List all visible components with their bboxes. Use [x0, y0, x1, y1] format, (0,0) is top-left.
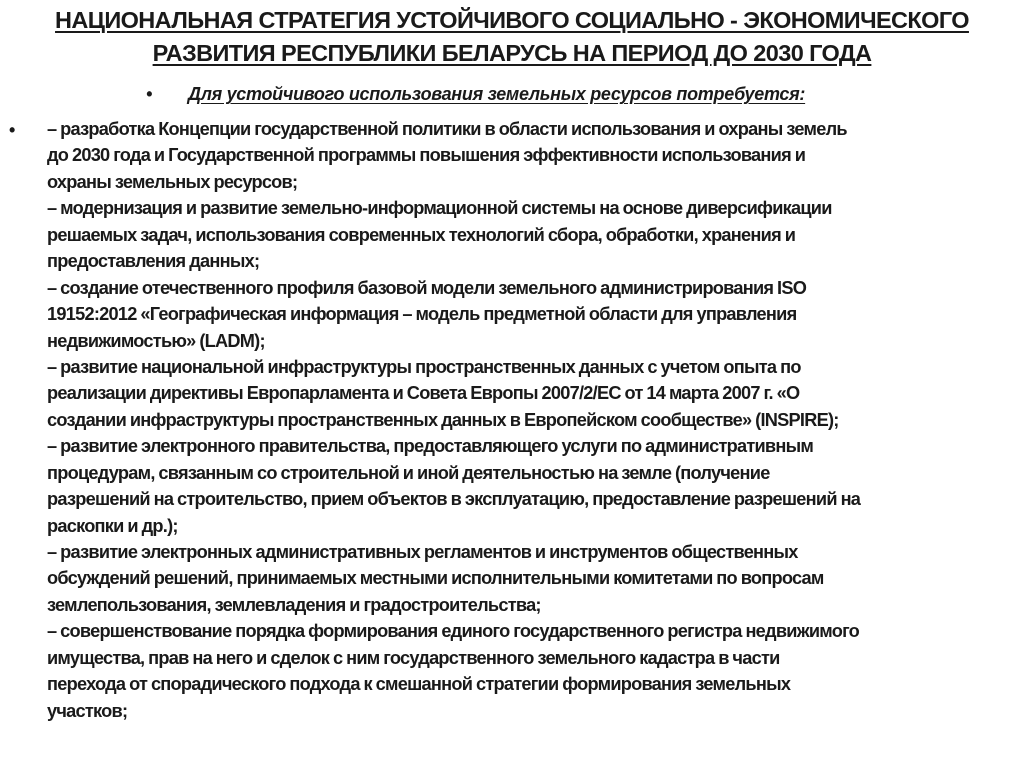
bullet-icon: •: [146, 84, 153, 104]
text-line: предоставления данных;: [47, 251, 260, 272]
subheading: [0, 81, 1024, 107]
text-line: перехода от спорадического подхода к смешанной стратегии формирования земельных: [47, 674, 791, 695]
text-line: до 2030 года и Государственной программы повышения эффективности использования и: [47, 145, 806, 166]
text-line: – модернизация и развитие земельно-информационной системы на основе диверсификации: [47, 198, 832, 219]
text-line: разрешений на строительство, прием объектов в эксплуатацию, предоставление разрешений на: [47, 489, 861, 510]
text-line: раскопки и др.);: [47, 515, 178, 536]
list-item-land-policy-concept: [47, 116, 1022, 195]
subheading-text: Для устойчивого использования земельных ресурсов потребуется:: [188, 84, 806, 104]
list-item-property-register: [47, 618, 1022, 724]
text-line: реализации директивы Европарламента и Совета Европы 2007/2/ЕС от 14 марта 2007 г. «О: [47, 383, 800, 404]
text-line: обсуждений решений, принимаемых местными исполнительными комитетами по вопросам: [47, 568, 824, 589]
text-line: – совершенствование порядка формирования единого государственного регистра недвижимого: [47, 621, 860, 642]
text-line: – разработка Концепции государственной политики в области использования и охраны земель: [47, 119, 847, 139]
text-line: охраны земельных ресурсов;: [47, 171, 298, 192]
text-line: решаемых задач, использования современных технологий сбора, обработки, хранения и: [47, 224, 796, 245]
text-line: процедурам, связанным со строительной и иной деятельностью на земле (получение: [47, 462, 770, 483]
list-item-land-info-system: [47, 195, 1022, 274]
text-line: землепользования, землевладения и градостроительства;: [47, 594, 541, 615]
text-line: – развитие электронного правительства, предоставляющего услуги по административным: [47, 436, 814, 457]
text-line: имущества, прав на него и сделок с ним государственного земельного кадастра в части: [47, 647, 780, 668]
list-item-e-government: [47, 433, 1022, 539]
text-line: – развитие электронных административных регламентов и инструментов общественных: [47, 542, 798, 562]
title-line-1: НАЦИОНАЛЬНАЯ СТРАТЕГИЯ УСТОЙЧИВОГО СОЦИАЛЬНО - ЭКОНОМИЧЕСКОГО: [55, 7, 969, 33]
text-line: – развитие национальной инфраструктуры пространственных данных с учетом опыта по: [47, 356, 801, 377]
text-line: участков;: [47, 700, 128, 721]
list-item-ladm-profile: [47, 275, 1022, 354]
list-item-spatial-data-infrastructure: [47, 354, 1022, 433]
body-text: [47, 116, 1022, 724]
text-line: создании инфраструктуры пространственных данных в Европейском сообществе» (INSPIRE);: [47, 409, 839, 430]
text-line: недвижимостью» (LADM);: [47, 330, 265, 351]
text-line: 19152:2012 «Географическая информация – модель предметной области для управления: [47, 304, 797, 325]
list-item-e-regulations: [47, 539, 1022, 618]
slide-title: [0, 4, 1024, 70]
text-line: – создание отечественного профиля базовой модели земельного администрирования ISO: [47, 277, 807, 298]
bullet-icon: •: [9, 120, 16, 140]
title-line-2: РАЗВИТИЯ РЕСПУБЛИКИ БЕЛАРУСЬ НА ПЕРИОД ДО 2030 ГОДА: [152, 40, 872, 66]
